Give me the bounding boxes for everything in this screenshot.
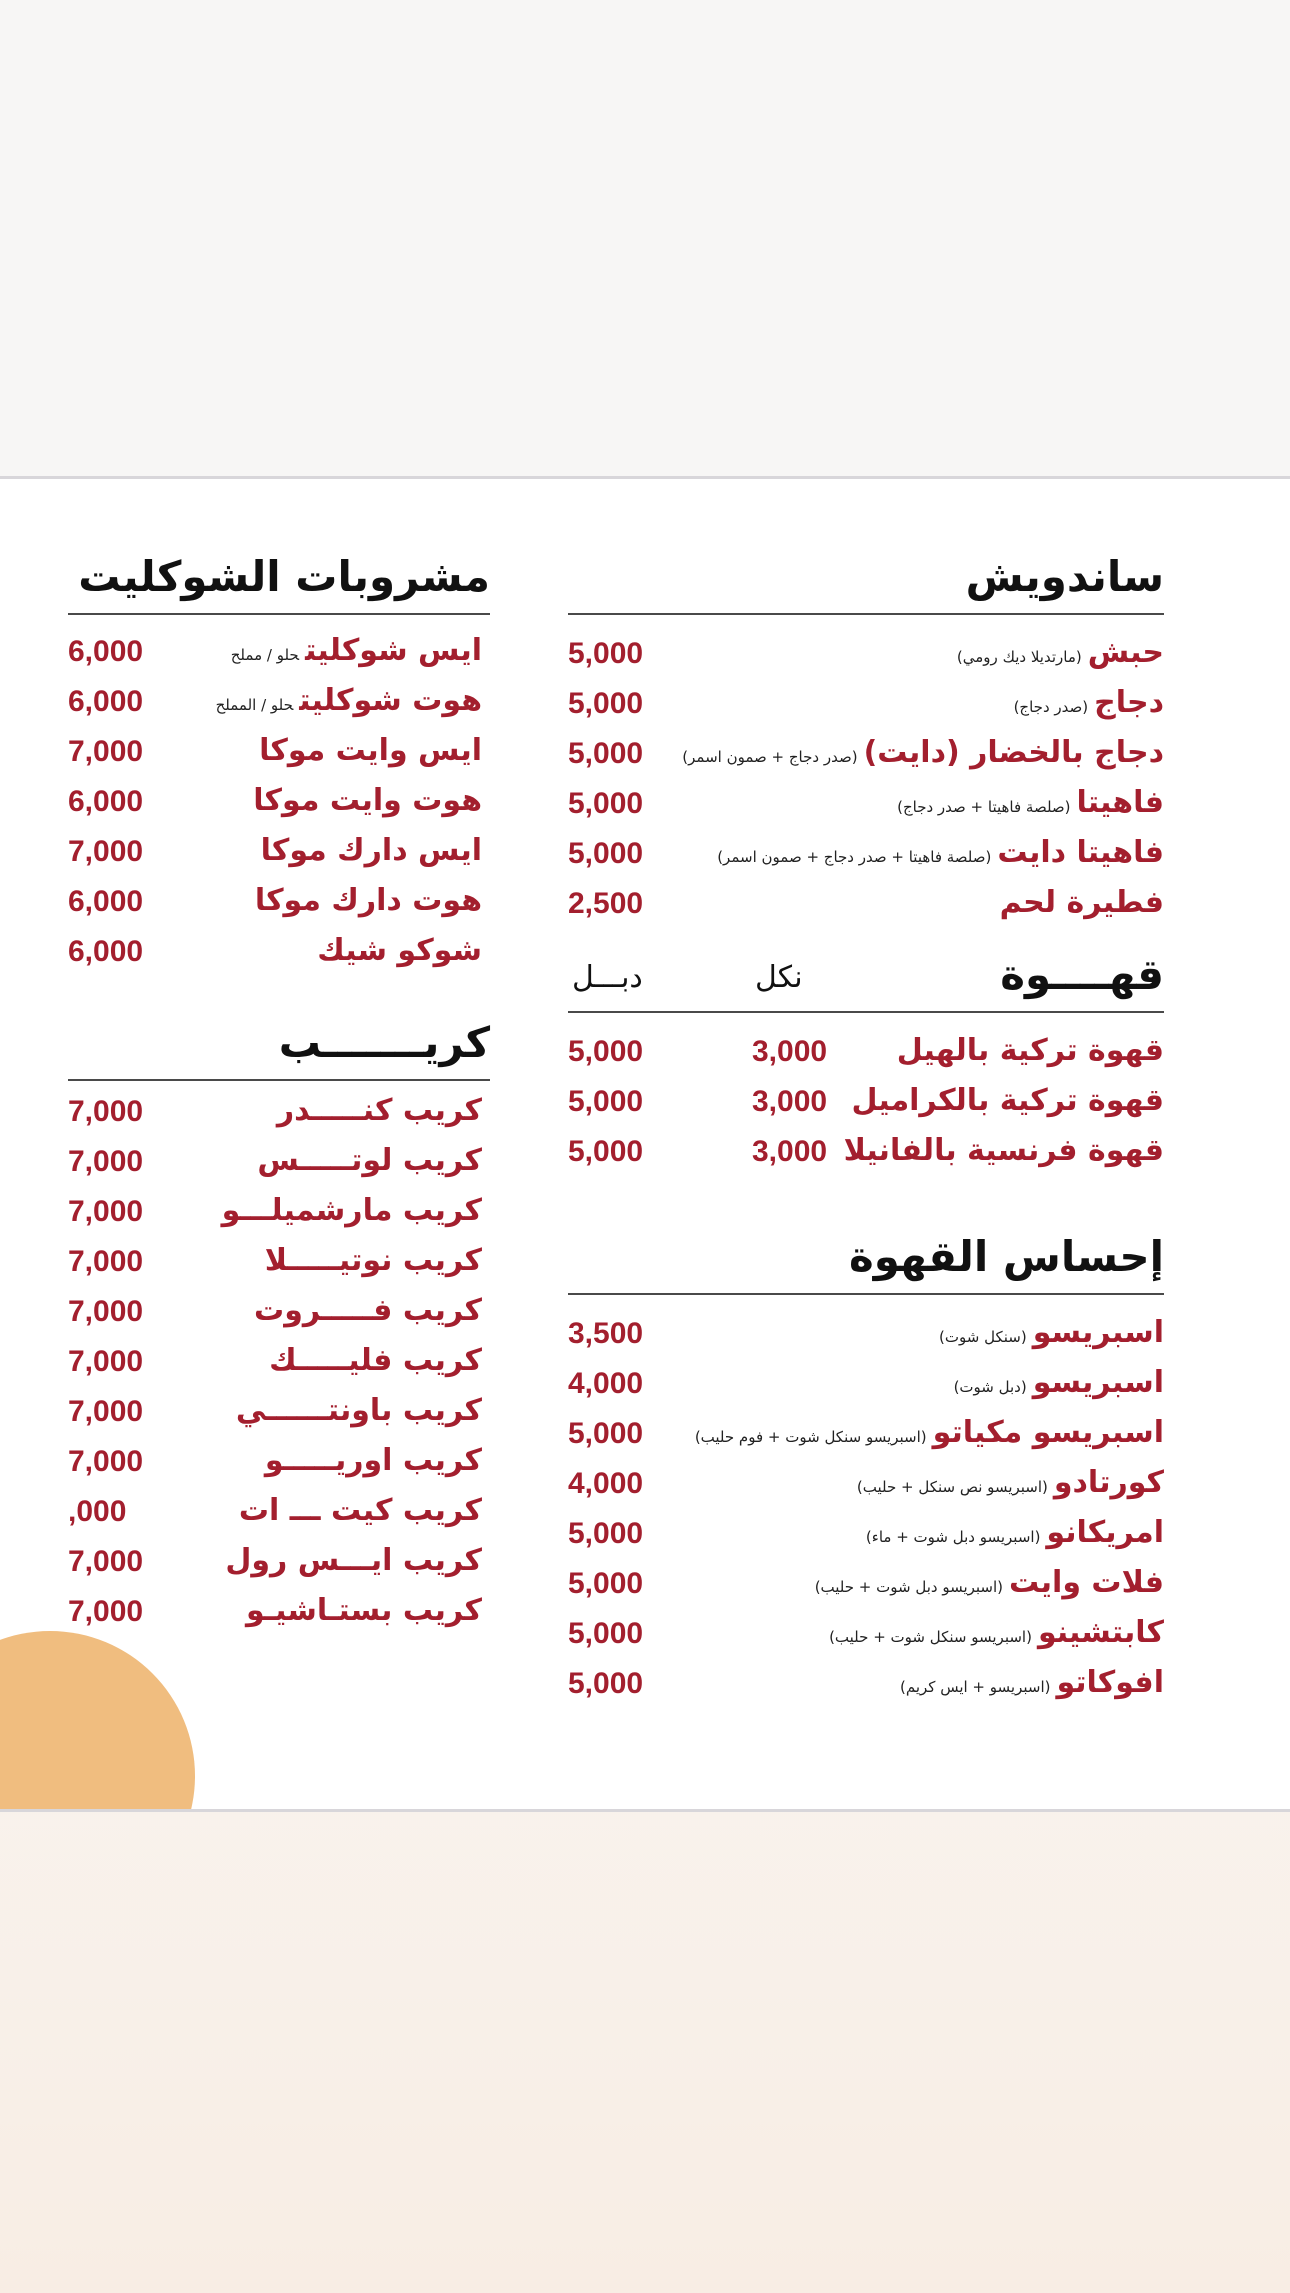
sandwich-title: ساندويش [965, 552, 1164, 601]
item-price: 7,000 [68, 1545, 144, 1578]
divider [68, 613, 490, 615]
menu-item [568, 1461, 1164, 1511]
item-title: دجاج بالخضار (دايت) [863, 735, 1164, 770]
item-name [717, 835, 1164, 870]
item-price: 5,000 [568, 1417, 644, 1450]
menu-item [568, 681, 1164, 731]
item-title: اسبريسو مكياتو [932, 1415, 1164, 1450]
item-price: 5,000 [568, 787, 644, 820]
item-note: (اسبريسو سنكل شوت + حليب) [829, 1628, 1032, 1646]
menu-card [0, 476, 1290, 1812]
item-price: 5,000 [568, 737, 644, 770]
item-price-double: 5,000 [568, 1135, 644, 1168]
item-price: 7,000 [68, 1245, 144, 1278]
item-name: ايس دارك موكا [260, 833, 482, 868]
item-price: 7,000 [68, 1095, 144, 1128]
item-name: كريب باونتــــــي [235, 1393, 482, 1428]
item-name [815, 1565, 1164, 1600]
item-price: 6,000 [68, 935, 144, 968]
item-price: 7,000 [68, 1145, 144, 1178]
item-price: 7,000 [68, 1395, 144, 1428]
item-note: (صلصة فاهيتا + صدر دجاج + صمون اسمر) [717, 848, 992, 866]
menu-item [68, 1389, 490, 1439]
item-price: ,000 [68, 1495, 127, 1528]
menu-item [568, 1411, 1164, 1461]
coffee-title: قهــــوة [1000, 950, 1164, 999]
menu-item [68, 679, 490, 729]
item-title: دجاج [1094, 685, 1164, 720]
menu-item [568, 1129, 1164, 1179]
menu-item [68, 1089, 490, 1139]
item-price: 7,000 [68, 1295, 144, 1328]
item-price: 5,000 [568, 1617, 644, 1650]
item-note: حلو / مملح [230, 646, 300, 664]
menu-item [68, 879, 490, 929]
item-price: 7,000 [68, 1195, 144, 1228]
item-name [866, 1515, 1164, 1550]
item-price-single: 3,000 [752, 1085, 828, 1118]
item-price: 4,000 [568, 1367, 644, 1400]
item-title: فاهيتا دايت [997, 835, 1164, 870]
item-price: 2,500 [568, 887, 644, 920]
menu-item [568, 881, 1164, 931]
item-title: هوت شوكليت [299, 683, 482, 718]
menu-item [568, 1611, 1164, 1661]
item-price: 7,000 [68, 735, 144, 768]
item-price: 6,000 [68, 785, 144, 818]
item-name: كريب مارشميلـــو [221, 1193, 482, 1228]
menu-item [68, 1589, 490, 1639]
item-name: ايس وايت موكا [259, 733, 482, 768]
item-price: 7,000 [68, 1345, 144, 1378]
item-price: 5,000 [568, 837, 644, 870]
sandwich-header [568, 535, 1164, 615]
menu-item [68, 1339, 490, 1389]
item-name: كريب نوتيـــــلا [264, 1243, 482, 1278]
coffee-header [568, 933, 1164, 1013]
item-name: كريب كنـــــدر [276, 1093, 482, 1128]
item-name [829, 1615, 1164, 1650]
item-price: 5,000 [568, 637, 644, 670]
chocolate-header [68, 535, 490, 615]
divider [68, 1079, 490, 1081]
item-name: قهوة فرنسية بالفانيلا [843, 1133, 1164, 1168]
item-price-double: 5,000 [568, 1085, 644, 1118]
menu-item [568, 831, 1164, 881]
menu-item [568, 1511, 1164, 1561]
crepe-title: كريـــــــب [278, 1018, 490, 1067]
item-note: (اسبريسو دبل شوت + حليب) [814, 1578, 1004, 1596]
item-price: 4,000 [568, 1467, 644, 1500]
menu-item [568, 1029, 1164, 1079]
item-name [231, 633, 482, 668]
item-price: 5,000 [568, 687, 644, 720]
item-name: كريب بستـاشيـو [246, 1593, 482, 1628]
menu-item [568, 1311, 1164, 1361]
menu-item [568, 1661, 1164, 1711]
item-title: ايس شوكليت [305, 633, 482, 668]
item-price: 5,000 [568, 1517, 644, 1550]
item-name: قهوة تركية بالكراميل [851, 1083, 1164, 1118]
item-name: كريب فـــــروت [254, 1293, 482, 1328]
menu-item [68, 1139, 490, 1189]
item-note: (مارتديلا ديك رومي) [956, 648, 1082, 666]
decorative-circle [0, 1631, 195, 1812]
item-name: كريب اوريـــــو [264, 1443, 482, 1478]
divider [568, 1011, 1164, 1013]
item-name: كريب لوتـــــس [257, 1143, 482, 1178]
menu-item [568, 1561, 1164, 1611]
item-price: 7,000 [68, 1595, 144, 1628]
item-price: 6,000 [68, 685, 144, 718]
item-title: فلات وايت [1009, 1565, 1164, 1600]
item-name: قهوة تركية بالهيل [896, 1033, 1164, 1068]
item-name [216, 683, 482, 718]
item-name: هوت دارك موكا [254, 883, 482, 918]
menu-item [68, 1489, 490, 1539]
divider [568, 613, 1164, 615]
item-note: (اسبريسو نص سنكل + حليب) [856, 1478, 1048, 1496]
item-note: (سنكل شوت) [939, 1328, 1027, 1346]
item-price: 5,000 [568, 1567, 644, 1600]
item-note: (صدر دجاج + صمون اسمر) [682, 748, 858, 766]
item-note: (دبل شوت) [953, 1378, 1027, 1396]
chocolate-title: مشروبات الشوكليت [78, 552, 490, 601]
item-name [695, 1415, 1164, 1450]
item-title: اسبريسو [1032, 1365, 1164, 1400]
item-title: فطيرة لحم [999, 885, 1164, 920]
item-title: حبش [1087, 635, 1164, 670]
menu-item [68, 829, 490, 879]
item-title: كابتشينو [1037, 1615, 1164, 1650]
menu-item [68, 629, 490, 679]
item-title: امريكانو [1046, 1515, 1164, 1550]
item-price-single: 3,000 [752, 1035, 828, 1068]
menu-item [568, 731, 1164, 781]
menu-item [68, 1539, 490, 1589]
item-title: اسبريسو [1032, 1315, 1164, 1350]
item-name [1000, 885, 1164, 920]
item-name: كريب ايـــس رول [225, 1543, 482, 1578]
item-title: فاهيتا [1076, 785, 1164, 820]
menu-item [68, 1189, 490, 1239]
item-price: 5,000 [568, 1667, 644, 1700]
item-price: 7,000 [68, 835, 144, 868]
item-price-double: 5,000 [568, 1035, 644, 1068]
item-name [897, 785, 1164, 820]
item-price-single: 3,000 [752, 1135, 828, 1168]
divider [568, 1293, 1164, 1295]
item-note: (اسبريسو + ايس كريم) [900, 1678, 1051, 1696]
menu-item [68, 729, 490, 779]
single-column-header: نكل [755, 960, 803, 995]
menu-item [68, 1439, 490, 1489]
item-name [682, 735, 1164, 770]
coffee-feel-title: إحساس القهوة [849, 1232, 1164, 1281]
menu-item [68, 1239, 490, 1289]
item-name: كريب كيت ـــ ات [238, 1493, 482, 1528]
item-name: شوكو شيك [317, 933, 482, 968]
item-name [939, 1315, 1164, 1350]
top-blank-area [0, 0, 1290, 476]
menu-item [568, 631, 1164, 681]
item-name [954, 1365, 1164, 1400]
coffee-feel-header [568, 1215, 1164, 1295]
item-name: كريب فليـــــك [269, 1343, 482, 1378]
item-note: (اسبريسو سنكل شوت + فوم حليب) [694, 1428, 927, 1446]
item-price: 6,000 [68, 885, 144, 918]
item-note: (صلصة فاهيتا + صدر دجاج) [897, 798, 1071, 816]
item-title: كورتادو [1053, 1465, 1164, 1500]
item-price: 7,000 [68, 1445, 144, 1478]
item-name [1014, 685, 1164, 720]
double-column-header: دبـــل [572, 960, 643, 995]
item-note: (اسبريسو دبل شوت + ماء) [865, 1528, 1041, 1546]
item-price: 6,000 [68, 635, 144, 668]
item-name [957, 635, 1164, 670]
item-note: (صدر دجاج) [1013, 698, 1089, 716]
item-name [900, 1665, 1164, 1700]
menu-item [568, 1361, 1164, 1411]
menu-item [68, 1289, 490, 1339]
menu-item [68, 779, 490, 829]
menu-item [568, 781, 1164, 831]
menu-item [68, 929, 490, 979]
item-name [857, 1465, 1164, 1500]
crepe-header [68, 1001, 490, 1081]
menu-item [568, 1079, 1164, 1129]
item-note: حلو / المملح [215, 696, 294, 714]
item-title: افوكاتو [1056, 1665, 1164, 1700]
item-price: 3,500 [568, 1317, 644, 1350]
item-name: هوت وايت موكا [253, 783, 482, 818]
